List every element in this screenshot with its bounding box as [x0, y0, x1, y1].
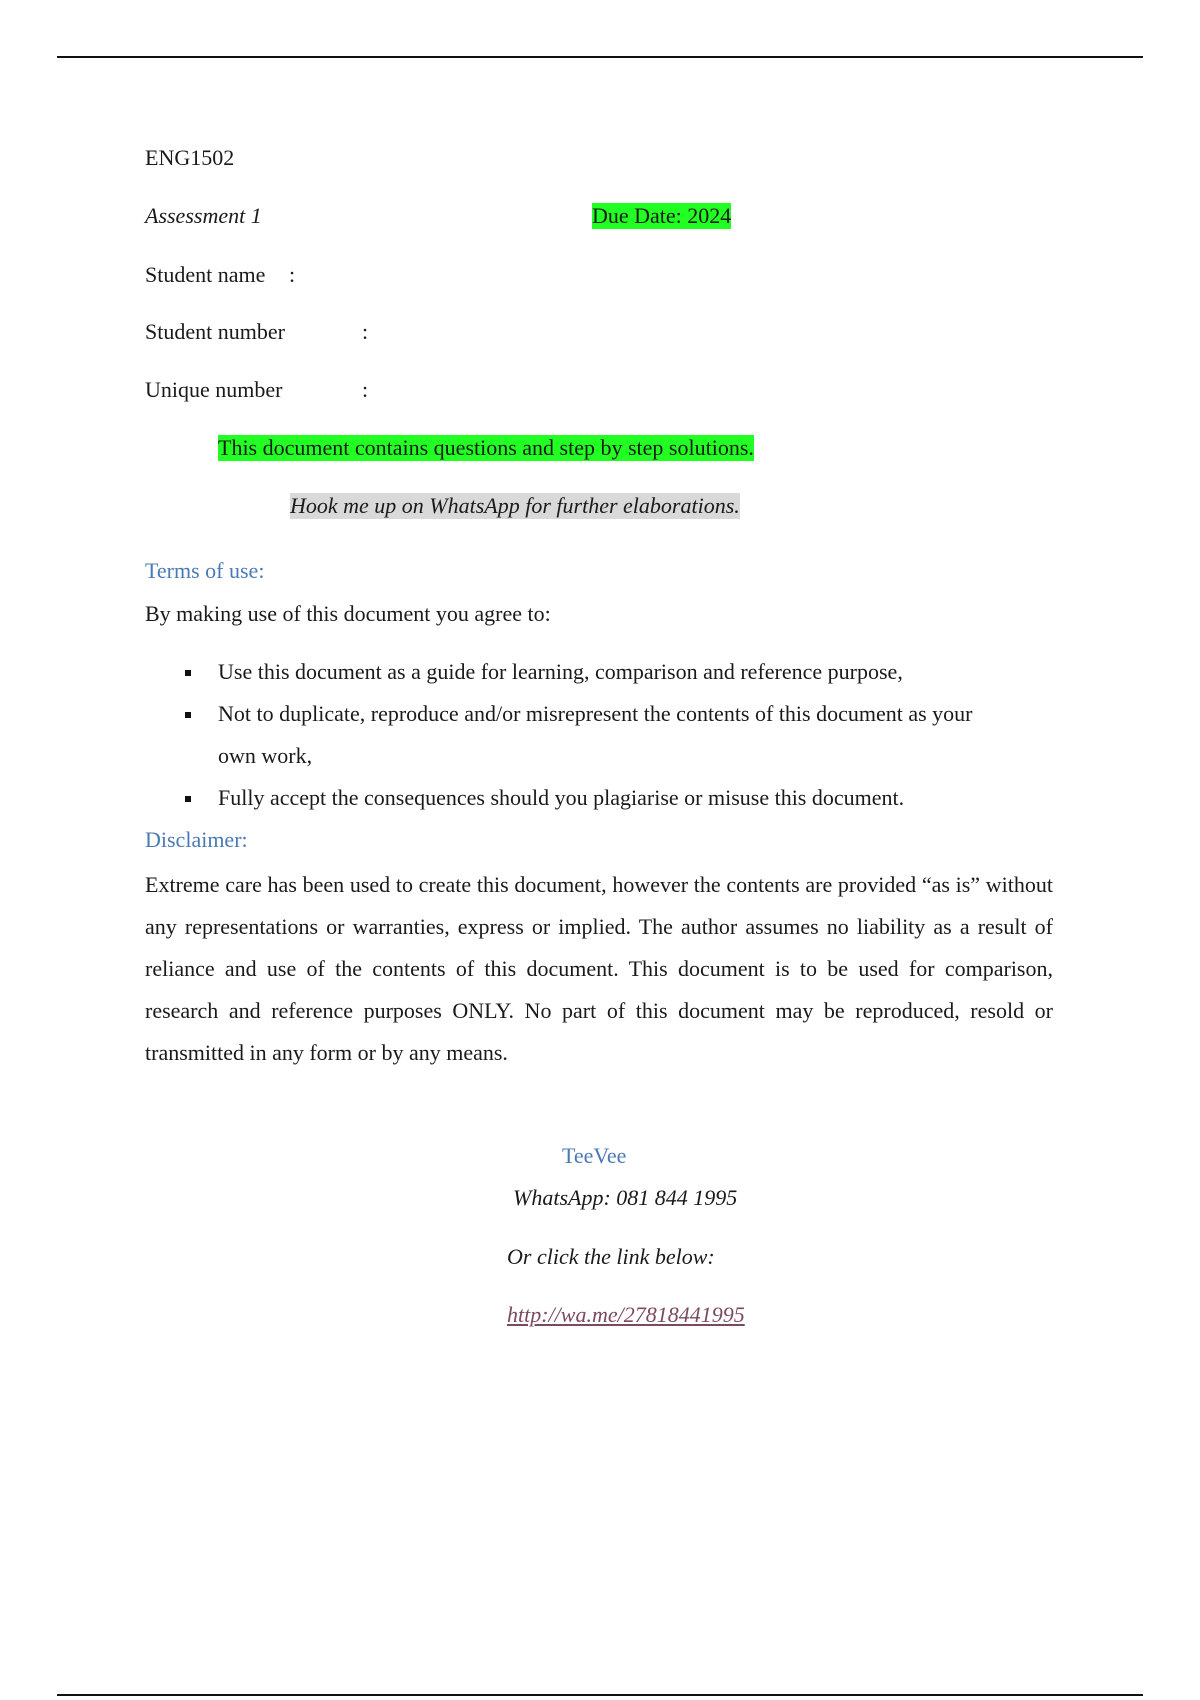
terms-item: Not to duplicate, reproduce and/or misrepresent the contents of this document as your — [218, 701, 973, 726]
author-name: TeeVee — [562, 1143, 627, 1168]
unique-number-label: Unique number — [145, 377, 283, 402]
terms-item: Fully accept the consequences should you plagiarise or misuse this document. — [218, 785, 905, 810]
whatsapp-hook-note: Hook me up on WhatsApp for further elaborations. — [290, 493, 740, 518]
bullet-icon — [185, 712, 191, 718]
due-date: Due Date: 2024 — [592, 203, 732, 228]
terms-item: Use this document as a guide for learning, comparison and reference purpose, — [218, 659, 903, 684]
terms-item-continuation: own work, — [218, 743, 313, 768]
student-number-colon: : — [362, 319, 369, 344]
terms-intro: By making use of this document you agree to: — [145, 601, 551, 626]
student-name-colon: : — [289, 262, 296, 287]
student-name-label: Student name — [145, 262, 266, 287]
bullet-icon — [185, 796, 191, 802]
solutions-note: This document contains questions and step by step solutions. — [218, 435, 754, 460]
whatsapp-number: WhatsApp: 081 844 1995 — [513, 1185, 738, 1210]
top-rule — [57, 56, 1143, 58]
whatsapp-link[interactable]: http://wa.me/27818441995 — [507, 1302, 745, 1327]
bullet-icon — [185, 670, 191, 676]
course-code: ENG1502 — [145, 145, 235, 170]
bottom-rule — [57, 1694, 1143, 1696]
student-number-label: Student number — [145, 319, 285, 344]
disclaimer-text: Extreme care has been used to create this document, however the contents are provided “as is” without any representations or warranties, express or implied. The author assumes no liability as a result of reliance and use of the contents of this document. This document is to be used for comparison, research and reference purposes ONLY. No part of this document may be reproduced, resold or transmitted in any form or by any means. — [145, 872, 1053, 1065]
assessment-title: Assessment 1 — [145, 203, 262, 228]
disclaimer-heading: Disclaimer: — [145, 827, 248, 852]
terms-heading: Terms of use: — [145, 558, 265, 583]
click-prompt: Or click the link below: — [507, 1244, 715, 1269]
unique-number-colon: : — [362, 377, 369, 402]
